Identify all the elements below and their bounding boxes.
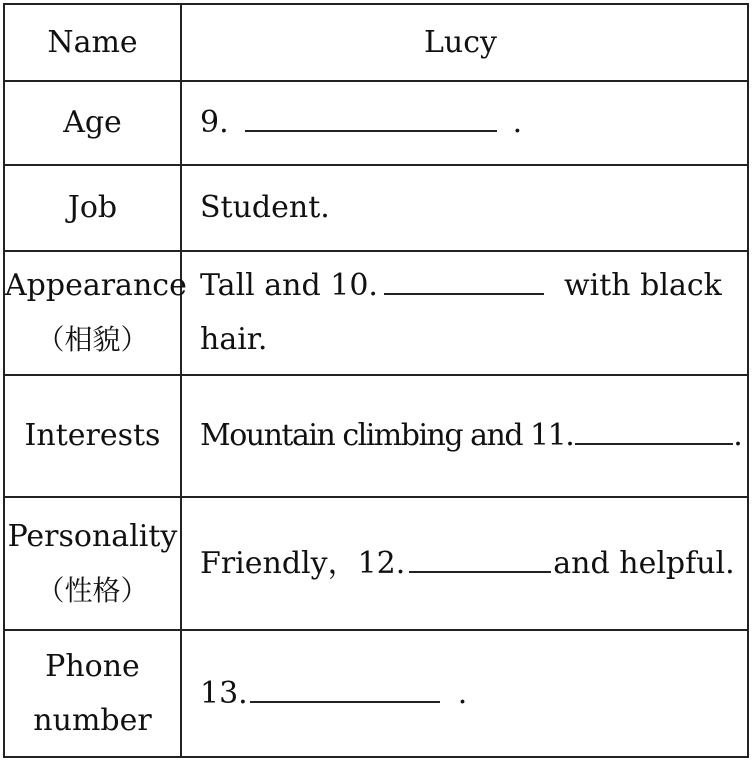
age-number: 9. [200, 105, 229, 140]
personality-suffix: and helpful. [553, 545, 735, 581]
table-row-phone [4, 630, 748, 757]
interests-blank[interactable] [575, 413, 733, 445]
phone-label-line2: number [33, 702, 152, 738]
appearance-suffix: with black [563, 268, 722, 303]
appearance-blank[interactable] [384, 263, 544, 295]
row-label-job: Job [4, 165, 181, 251]
row-value-interests [181, 375, 748, 497]
age-period: . [512, 105, 523, 140]
personality-prefix: Friendly，12. [200, 545, 406, 581]
personality-label-cn: （性格） [36, 573, 149, 607]
personality-blank[interactable] [409, 541, 551, 573]
interests-prefix: Mountain climbing and 11. [200, 418, 574, 453]
table-row-personality [4, 497, 748, 630]
appearance-prefix: Tall and 10. [200, 268, 378, 303]
personality-label-en: Personality [7, 518, 178, 554]
table-row-interests [4, 375, 748, 497]
table-row-name [4, 4, 748, 81]
row-label-appearance [4, 251, 187, 375]
row-value-job: Student. [181, 165, 748, 251]
row-value-appearance [181, 251, 748, 375]
row-value-phone [181, 630, 748, 757]
interests-period: . [733, 418, 743, 453]
appearance-label-cn: （相貌） [36, 323, 149, 356]
info-table [3, 3, 749, 758]
row-label-interests: Interests [4, 375, 181, 497]
phone-label-line1: Phone [45, 648, 140, 684]
phone-period: . [457, 675, 468, 711]
row-value-personality [181, 497, 748, 630]
appearance-label-en: Appearance [5, 268, 187, 303]
row-label-age: Age [4, 81, 181, 165]
phone-blank[interactable] [250, 671, 440, 703]
row-value-age [181, 81, 748, 165]
age-blank[interactable] [245, 100, 497, 132]
row-label-phone [4, 630, 181, 757]
appearance-line2: hair. [200, 322, 268, 357]
table-row-age [4, 81, 748, 165]
row-value-name: Lucy [181, 4, 748, 81]
table-row-appearance [4, 251, 748, 375]
table-row-job [4, 165, 748, 251]
row-label-name: Name [4, 4, 181, 81]
row-label-personality [4, 497, 181, 630]
phone-number-prefix: 13. [200, 675, 248, 711]
